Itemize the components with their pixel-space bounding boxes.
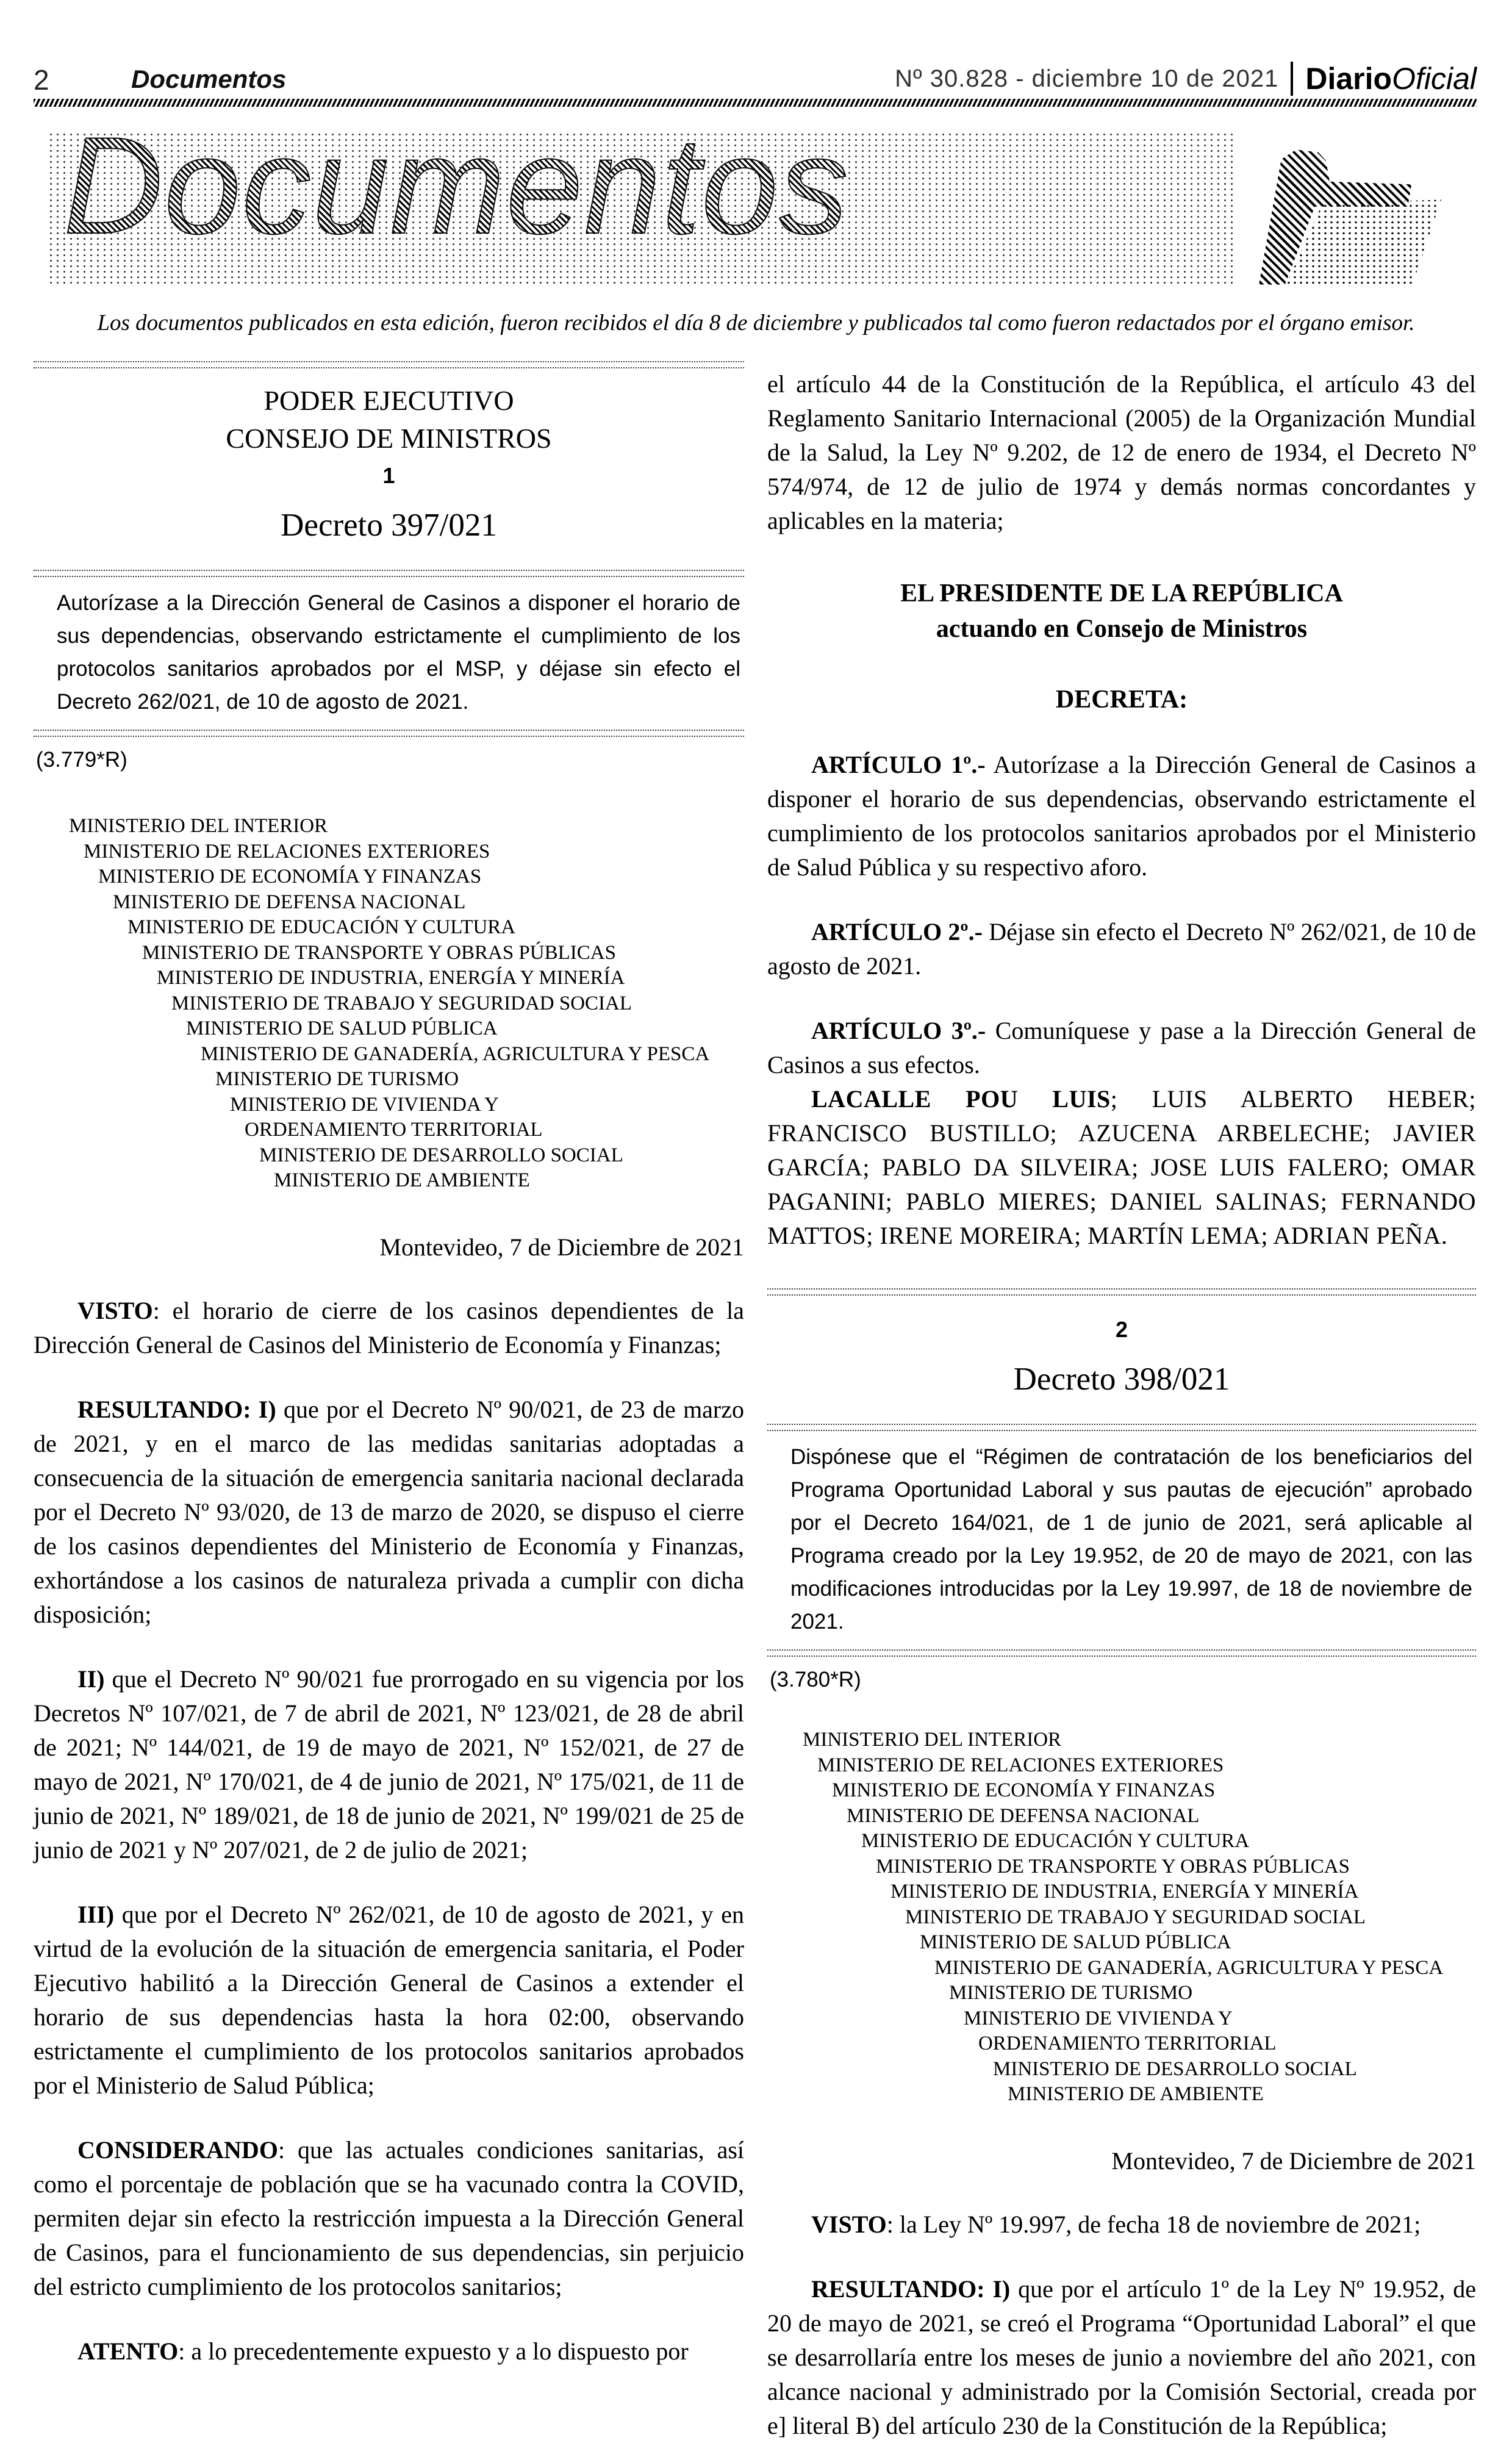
decree-title: Decreto 397/021: [281, 508, 497, 543]
ministry-line: MINISTERIO DE INDUSTRIA, ENERGÍA Y MINERÍA: [157, 967, 625, 989]
paragraph-resultando-1: RESULTANDO: I) que por el Decreto Nº 90/021, de 23 de marzo de 2021, y en el marco de las medidas sanitarias adoptadas a consecuencia de la situación de emergencia sanitaria nacional declarada por el Decreto Nº 93/020, de 13 de marzo de 2020, se dispuso el cierre de los casinos dependientes del Ministerio de Economía y Finanzas, exhortándose a los casinos de naturaleza privada a cumplir con dicha disposición;: [34, 1395, 745, 1628]
paragraph-visto: VISTO: la Ley Nº 19.997, de fecha 18 de noviembre de 2021;: [811, 2210, 1421, 2238]
ministry-line: MINISTERIO DE TURISMO: [215, 1068, 459, 1090]
right-column: [767, 361, 1476, 2443]
header-right: [895, 61, 1477, 96]
paragraph-considerando: CONSIDERANDO: que las actuales condiciones sanitarias, así como el porcentaje de población que se ha vacunado contra la COVID, permiten dejar sin efecto la restricción impuesta a la Dirección General de Casinos, para el funcionamiento de sus dependencias, sin perjuicio del estricto cumplimiento de los protocolos sanitarios;: [34, 2136, 744, 2300]
paragraph-resultando-2: II) que el Decreto Nº 90/021 fue prorrogado en su vigencia por los Decretos Nº 107/021, de 7 de abril de 2021, Nº 123/021, de 28 de abril de 2021; Nº 144/021, de 19 de mayo de 2021, Nº 152/021, de 27 de mayo de 2021, Nº 170/021, de 4 de junio de 2021, Nº 175/021, de 11 de junio de 2021, Nº 189/021, de 18 de junio de 2021, Nº 199/021 de 25 de junio de 2021 y Nº 207/021, de 2 de julio de 2021;: [34, 1665, 744, 1864]
ministries-list: [767, 1727, 1476, 2108]
ministry-line: MINISTERIO DE INDUSTRIA, ENERGÍA Y MINERÍA: [890, 1881, 1359, 1903]
ministry-line: MINISTERIO DE VIVIENDA Y: [230, 1093, 499, 1116]
ministry-line: MINISTERIO DEL INTERIOR: [69, 815, 328, 837]
decree-abstract: Autorízase a la Dirección General de Casinos a disponer el horario de sus dependencias, observando estrictamente el cumplimiento de los protocolos sanitarios aprobados por el MSP, y déjase sin efecto el Decreto 262/021, de 10 de agosto de 2021.: [57, 591, 740, 714]
ministry-line: MINISTERIO DE TRANSPORTE Y OBRAS PÚBLICAS: [142, 941, 616, 964]
paragraph-resultando-3: III) que por el Decreto Nº 262/021, de 10 de agosto de 2021, y en virtud de la evolución de la situación de emergencia sanitaria, el Poder Ejecutivo habilitó a la Dirección General de Casinos a extender el horario de sus dependencias hasta la hora 02:00, observando estrictamente el cumplimiento de los protocolos sanitarios aprobados por el Ministerio de Salud Pública;: [34, 1900, 744, 2099]
banner-title: Documentos: [63, 106, 850, 265]
item-number: 1: [382, 463, 395, 488]
ministry-line: MINISTERIO DE TURISMO: [949, 1982, 1193, 2004]
issue-number-date: Nº 30.828 - diciembre 10 de 2021: [895, 65, 1279, 92]
logo-diario: Diario: [1305, 62, 1392, 96]
ministry-line: MINISTERIO DE EDUCACIÓN Y CULTURA: [127, 916, 516, 938]
decree-title: Decreto 398/021: [1013, 1361, 1230, 1397]
open-folder-icon: [1255, 148, 1441, 287]
ministry-line: MINISTERIO DE AMBIENTE: [274, 1169, 530, 1191]
page-header: [34, 61, 1477, 100]
ministry-line: MINISTERIO DE TRABAJO Y SEGURIDAD SOCIAL: [171, 992, 632, 1014]
ministry-line: MINISTERIO DE VIVIENDA Y: [964, 2007, 1233, 2029]
dotted-divider: [767, 1288, 1476, 1296]
ministry-line: MINISTERIO DE SALUD PÚBLICA: [186, 1017, 498, 1039]
president-heading: EL PRESIDENTE DE LA REPÚBLICA: [900, 579, 1343, 608]
diario-oficial-logo: [1305, 61, 1477, 96]
ministry-line: MINISTERIO DE GANADERÍA, AGRICULTURA Y PESCA: [201, 1042, 710, 1065]
ministry-line: MINISTERIO DE GANADERÍA, AGRICULTURA Y PESCA: [934, 1956, 1444, 1979]
ministry-line: MINISTERIO DE ECONOMÍA Y FINANZAS: [832, 1779, 1216, 1801]
ministry-line: ORDENAMIENTO TERRITORIAL: [245, 1119, 543, 1141]
item-number: 2: [1115, 1317, 1128, 1342]
dotted-divider: [34, 730, 744, 737]
ministry-line: MINISTERIO DE AMBIENTE: [1008, 2083, 1264, 2105]
article-2: ARTÍCULO 2º.- Déjase sin efecto el Decreto Nº 262/021, de 10 de agosto de 2021.: [767, 918, 1477, 980]
documentos-banner: [48, 108, 1233, 285]
section-title: Documentos: [131, 65, 287, 93]
dotted-divider: [34, 361, 744, 368]
ministry-line: MINISTERIO DE DEFENSA NACIONAL: [847, 1804, 1200, 1827]
paragraph-atento-continuation: el artículo 44 de la Constitución de la República, el artículo 43 del Reglamento Sanitario Internacional (2005) de la Organización Mundial de la Salud, la Ley Nº 9.202, de 12 de enero de 1934, el Decreto Nº 574/974, de 12 de julio de 1974 y demás normas concordantes y aplicables en la materia;: [767, 370, 1476, 534]
left-column: [34, 361, 744, 2369]
signature-block: LACALLE POU LUIS; LUIS ALBERTO HEBER; FRANCISCO BUSTILLO; AZUCENA ARBELECHE; JAVIER GARCÍA; PABLO DA SILVEIRA; JOSE LUIS FALERO; OMAR PAGANINI; PABLO MIERES; DANIEL SALINAS; FERNANDO MATTOS; IRENE MOREIRA; MARTÍN LEMA; ADRIAN PEÑA.: [767, 1085, 1476, 1249]
ministry-line: MINISTERIO DE ECONOMÍA Y FINANZAS: [98, 866, 482, 888]
dotted-divider: [767, 1649, 1476, 1657]
ministry-line: MINISTERIO DE TRANSPORTE Y OBRAS PÚBLICAS: [876, 1855, 1350, 1878]
branch-heading: PODER EJECUTIVO: [263, 385, 514, 416]
dateline: Montevideo, 7 de Diciembre de 2021: [379, 1233, 744, 1261]
ministries-list: [34, 814, 744, 1194]
paragraph-resultando-1: RESULTANDO: I) que por el artículo 1º de la Ley Nº 19.952, de 20 de mayo de 2021, se creó el Programa “Oportunidad Laboral” el que se desarrollaría entre los meses de junio a noviembre del año 2021, con alcance nacional y administrado por la Comisión Sectorial, creada por e] literal B) del artículo 230 de la Constitución de la República;: [767, 2275, 1476, 2439]
paragraph-visto: VISTO: el horario de cierre de los casinos dependientes de la Dirección General de Casinos del Ministerio de Economía y Finanzas;: [34, 1296, 744, 1358]
ministry-line: MINISTERIO DE RELACIONES EXTERIORES: [84, 840, 490, 863]
decree-abstract: Dispónese que el “Régimen de contratación de los beneficiarios del Programa Oportunidad Laboral y sus pautas de ejecución” aprobado por el Decreto 164/021, de 1 de junio de 2021, será aplicable al Programa creado por la Ley 19.952, de 20 de mayo de 2021, con las modificaciones introducidas por la Ley 19.997, de 18 de noviembre de 2021.: [790, 1445, 1472, 1634]
page-number: 2: [34, 64, 49, 96]
decreta-heading: DECRETA:: [1055, 686, 1188, 714]
ministry-line: MINISTERIO DE EDUCACIÓN Y CULTURA: [861, 1830, 1250, 1852]
dotted-divider: [767, 1424, 1476, 1431]
council-heading: CONSEJO DE MINISTROS: [226, 423, 552, 454]
paragraph-atento: ATENTO: a lo precedentemente expuesto y a lo dispuesto por: [77, 2337, 689, 2365]
council-subheading: actuando en Consejo de Ministros: [936, 615, 1308, 643]
article-1: ARTÍCULO 1º.- Autorízase a la Dirección General de Casinos a disponer el horario de sus dependencias, observando estrictamente el cumplimiento de los protocolos sanitarios aprobados por el Ministerio de Salud Pública y su respectivo aforo.: [767, 751, 1477, 881]
edition-notice: Los documentos publicados en esta edición, fueron recibidos el día 8 de diciembre y publicados tal como fueron redactados por el órgano emisor.: [97, 310, 1415, 335]
ministry-line: MINISTERIO DE DESARROLLO SOCIAL: [259, 1144, 623, 1166]
ministry-line: MINISTERIO DEL INTERIOR: [803, 1729, 1062, 1751]
article-3: ARTÍCULO 3º.- Comuníquese y pase a la Dirección General de Casinos a sus efectos.: [767, 1017, 1476, 1078]
ministry-line: ORDENAMIENTO TERRITORIAL: [978, 2032, 1277, 2054]
registry-reference: (3.779*R): [36, 748, 127, 772]
header-divider: [1291, 62, 1293, 96]
ministry-line: MINISTERIO DE RELACIONES EXTERIORES: [817, 1754, 1224, 1776]
ministry-line: MINISTERIO DE SALUD PÚBLICA: [920, 1931, 1231, 1953]
dateline: Montevideo, 7 de Diciembre de 2021: [1111, 2147, 1476, 2175]
logo-oficial: Oficial: [1392, 62, 1477, 96]
ministry-line: MINISTERIO DE TRABAJO Y SEGURIDAD SOCIAL: [905, 1906, 1366, 1928]
registry-reference: (3.780*R): [770, 1668, 861, 1691]
dotted-divider: [34, 570, 744, 577]
ministry-line: MINISTERIO DE DEFENSA NACIONAL: [113, 891, 466, 913]
ministry-line: MINISTERIO DE DESARROLLO SOCIAL: [993, 2057, 1357, 2080]
